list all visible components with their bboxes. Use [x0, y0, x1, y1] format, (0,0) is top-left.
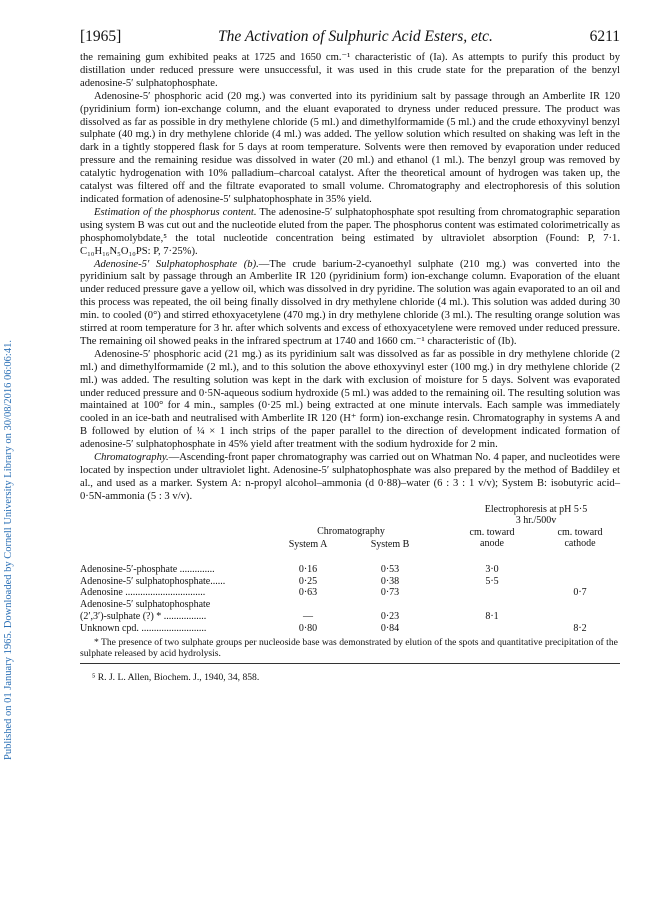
- system-a-rf: 0·16: [298, 563, 318, 575]
- paragraph-text: —Ascending-front paper chromatography was carried out on Whatman No. 4 paper, and nucleotides were located by inspection under ultraviolet light. Adenosine-5′ sulphatophosphate was also prepared by the method of Baddiley et al., and used as a marker. System A: n-propyl alcohol–ammonia (d 0·88)–water (6 : 3 : 1 v/v); System B: isobutyric acid–0·5N-ammonia (5 : 3 v/v).: [80, 452, 620, 502]
- system-b-rf: 0·84: [380, 622, 400, 634]
- header-title: The Activation of Sulphuric Acid Esters, etc.: [217, 28, 493, 45]
- cathode-heading-line1: cm. toward: [557, 526, 603, 538]
- section-heading: Adenosine-5′ Sulphatophosphate (b).: [94, 258, 259, 270]
- header-year: [1965]: [80, 28, 122, 45]
- journal-page: [80, 28, 620, 683]
- electrophoresis-heading: Electrophoresis at pH 5·5: [484, 503, 588, 515]
- system-a-rf: 0·63: [298, 587, 318, 599]
- section-heading: Chromatography.: [94, 452, 169, 464]
- chromatography-heading: Chromatography: [317, 525, 385, 537]
- anode-distance: 5·5: [485, 575, 499, 587]
- table-header: [80, 504, 620, 564]
- table-row: [80, 564, 620, 576]
- paragraph-text: —The crude barium-2-cyanoethyl sulphate (210 mg.) was converted into the pyridinium salt by passage through an Amberlite IR 120 (pyridinium form) ion-exchange column. Evaporation of the eluant under reduced pressure gave a yellow oil, which was dissolved in dry pyridine. The solution was again evaporated to an oil and this process was repeated, the oil being finally dissolved in dry methylene chloride (4 ml.). This solution was added during 30 min. to cooled (0°) and stirred ethoxyacetylene (470 mg.) in dry methylene chloride (3 ml.). The resulting orange solution was stirred at room temperature for 3 hr. after which solvents and excess of ethoxyacetylene were removed under reduced pressure. The remaining oil showed peaks in the infrared spectrum at 1740 and 1660 cm.⁻¹ characteristic of (Ib).: [80, 258, 620, 347]
- system-a-heading: System A: [288, 538, 328, 550]
- system-b-rf: 0·53: [380, 563, 400, 575]
- table-body: [80, 564, 620, 635]
- anode-heading-line1: cm. toward: [469, 526, 515, 538]
- paragraph: Adenosine-5′ phosphoric acid (20 mg.) was converted into its pyridinium salt by passage through an Amberlite IR 120 (pyridinium form) ion-exchange column, and the eluant evaporated to dryness under reduced pressure. The product was dissolved as far as possible in dry methylene chloride (5 ml.) and dimethylformamide (5 ml.) and the crude ethoxyvinyl benzyl sulphate (40 mg.) in dry methylene chloride (4 ml.) was added. The yellow solution which resulted on shaking was left in the dark in a tightly stoppered flask for 5 days at room temperature. Solvents were then removed by evaporation under reduced pressure and the remaining residue was dissolved in water (20 ml.) and ethanol (1 ml.). The benzyl group was removed by catalytic hydrogenation with 10% palladium–charcoal catalyst. After the theoretical amount of hydrogen was taken up, the catalyst was filtered off and the filtrate evaporated to small volume. Chromatography and electrophoresis of this solution indicated formation of adenosine-5′ sulphatophosphate in 35% yield.: [80, 90, 620, 205]
- paragraph: Adenosine-5′ phosphoric acid (21 mg.) as its pyridinium salt was dissolved as far as possible in dry methylene chloride (2 ml.) and dimethylformamide (2 ml.), and to this solution the above ethoxyvinyl ester (100 mg.) in dry methylene chloride (2 ml.) was added. The resulting solution was kept in the dark with exclusion of moisture for 5 days. Solvent was evaporated under reduced pressure and 0·5N-aqueous sodium hydroxide (5 ml.) was added to the remaining oil. The resulting solution was maintained at 100° for 4 min., samples (0·25 ml.) being extracted at one minute intervals. Each sample was immediately cooled in an ice-bath and neutralised with Amberlite IR 120 (H⁺ form) ion-exchange resin. Chromatography in systems A and B followed by elution of ¼ × 1 inch strips of the paper parallel to the direction of development indicated formation of adenosine-5′ sulphatophosphate in 45% yield after treatment with the sodium hydroxide for 2 min.: [80, 348, 620, 451]
- compound-name: Unknown cpd. ..........................: [80, 622, 207, 634]
- compound-name: Adenosine-5′ sulphatophosphate......: [80, 575, 226, 587]
- paragraph: the remaining gum exhibited peaks at 1725 and 1650 cm.⁻¹ characteristic of (Ia). As attempts to purify this product by distillation under reduced pressure were unsuccessful, it was used in this crude state for the preparation of the benzyl adenosine-5′ sulphatophosphate.: [80, 52, 620, 89]
- paragraph: [80, 259, 620, 349]
- system-a-rf: —: [303, 610, 313, 622]
- compound-name: (2′,3′)-sulphate (?) * .................: [80, 610, 207, 622]
- table-row: [80, 623, 620, 635]
- cathode-distance: 8·2: [573, 622, 587, 634]
- anode-heading-line2: anode: [480, 537, 504, 549]
- table-row: [80, 611, 620, 623]
- system-b-rf: 0·23: [380, 610, 400, 622]
- compound-name: Adenosine ................................: [80, 587, 206, 599]
- header-page-number: 6211: [589, 28, 620, 45]
- footnote-rule: [80, 663, 620, 664]
- table-row: [80, 576, 620, 588]
- download-provenance-note: Published on 01 January 1965. Downloaded by Cornell University Library on 30/08/2016 06:06:41.: [3, 340, 14, 760]
- paragraph: [80, 452, 620, 504]
- cathode-distance: 0·7: [573, 587, 587, 599]
- cathode-heading-line2: cathode: [564, 537, 596, 549]
- system-b-rf: 0·38: [380, 575, 400, 587]
- reference-footnote: ⁵ R. J. L. Allen, Biochem. J., 1940, 34, 858.: [92, 672, 260, 684]
- system-a-rf: 0·25: [298, 575, 318, 587]
- system-b-heading: System B: [370, 538, 410, 550]
- results-table: [80, 504, 620, 635]
- compound-name: Adenosine-5′-phosphate ..............: [80, 563, 215, 575]
- anode-distance: 3·0: [485, 563, 499, 575]
- paragraph: [80, 207, 620, 259]
- system-a-rf: 0·80: [298, 622, 318, 634]
- anode-distance: 8·1: [485, 610, 499, 622]
- table-footnote: * The presence of two sulphate groups per nucleoside base was demonstrated by elution of the spots and quantitative precipitation of the sulphate released by acid hydrolysis.: [80, 636, 618, 659]
- system-b-rf: 0·73: [380, 587, 400, 599]
- table-row: [80, 587, 620, 599]
- paragraph-heading: Estimation of the phosphorus content.: [94, 206, 257, 218]
- compound-name: Adenosine-5′ sulphatophosphate: [80, 599, 211, 611]
- article-body: [80, 52, 620, 504]
- paragraph-text: The adenosine-5′ sulphatophosphate spot resulting from chromatographic separation using system B was cut out and the nucleotide eluted from the paper. The phosphorus content was estimated colorimetrically as phosphomolybdate,⁵ the total nucleotide concentration being estimated by ultraviolet absorption (Found: P, 7·1. C₁₀H₁₆N₅O₁₀PS: P, 7·25%).: [80, 206, 621, 257]
- running-header: [80, 28, 620, 46]
- electrophoresis-subheading: 3 hr./500v: [515, 514, 557, 526]
- table-row: [80, 599, 620, 611]
